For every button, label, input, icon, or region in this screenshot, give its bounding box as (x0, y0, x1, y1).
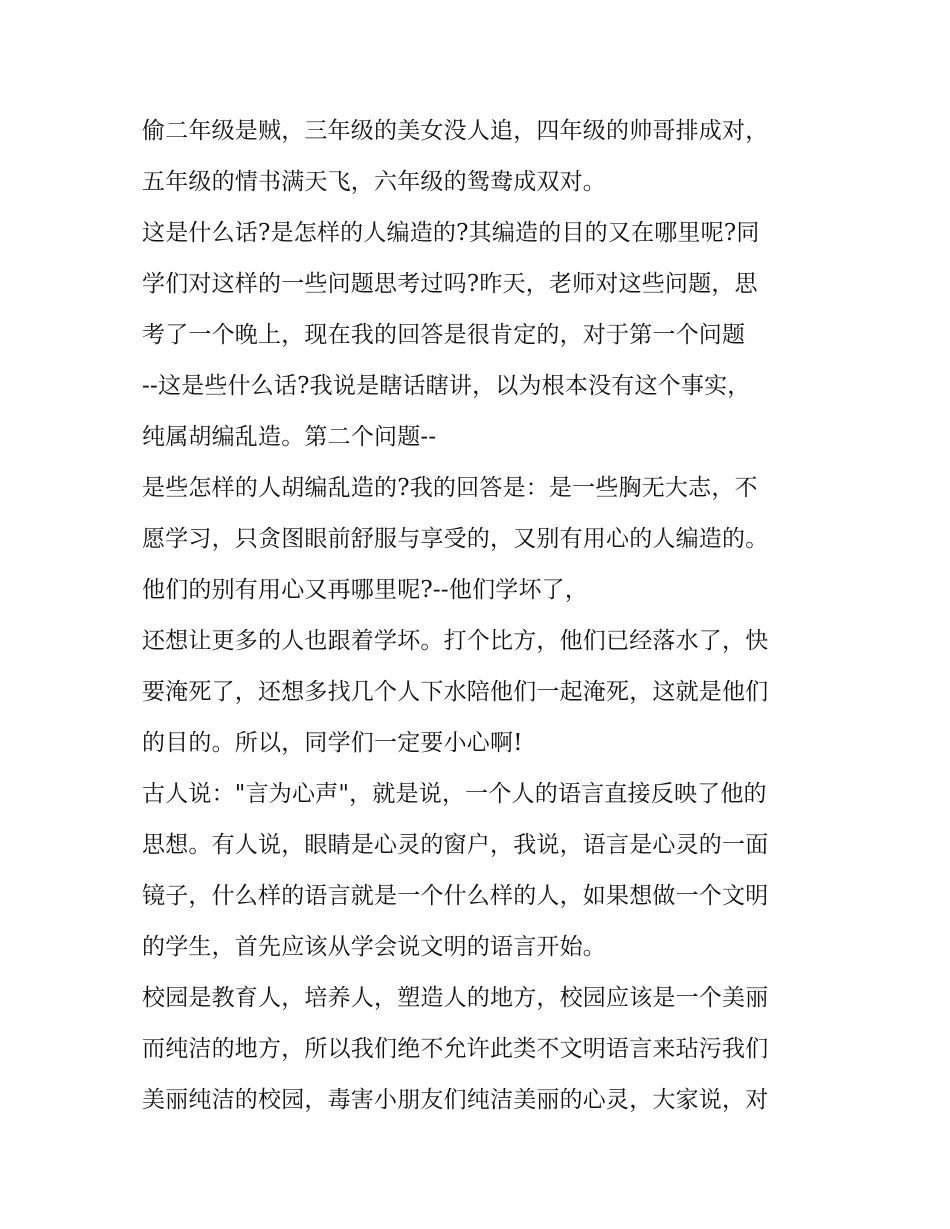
text-line: 古人说："言为心声"，就是说，一个人的语言直接反映了他的 (142, 781, 767, 807)
text-line: 校园是教育人，培养人，塑造人的地方，校园应该是一个美丽 (142, 985, 769, 1011)
text-line: 还想让更多的人也跟着学坏。打个比方，他们已经落水了，快 (142, 628, 769, 654)
text-line: 学们对这样的一些问题思考过吗?昨天，老师对这些问题，思 (142, 271, 758, 297)
text-line: 愿学习，只贪图眼前舒服与享受的，又别有用心的人编造的。 (142, 526, 769, 552)
text-line: 美丽纯洁的校园，毒害小朋友们纯洁美丽的心灵，大家说，对 (142, 1087, 769, 1113)
text-line: 的目的。所以，同学们一定要小心啊! (142, 730, 523, 756)
text-line: 纯属胡编乱造。第二个问题-- (142, 424, 437, 450)
text-line: 是些怎样的人胡编乱造的?我的回答是：是一些胸无大志，不 (142, 475, 758, 501)
text-line: 思想。有人说，眼睛是心灵的窗户，我说，语言是心灵的一面 (142, 832, 769, 858)
text-line: --这是些什么话?我说是瞎话瞎讲，以为根本没有这个事实， (142, 373, 751, 399)
text-line: 要淹死了，还想多找几个人下水陪他们一起淹死，这就是他们 (142, 679, 769, 705)
text-line: 而纯洁的地方，所以我们绝不允许此类不文明语言来玷污我们 (142, 1036, 769, 1062)
document-body (142, 106, 842, 1126)
text-line: 五年级的情书满天飞，六年级的鸳鸯成双对。 (142, 169, 606, 195)
text-line: 镜子，什么样的语言就是一个什么样的人，如果想做一个文明 (142, 883, 769, 909)
text-line: 偷二年级是贼，三年级的美女没人追，四年级的帅哥排成对， (142, 118, 769, 144)
text-line: 的学生，首先应该从学会说文明的语言开始。 (142, 934, 606, 960)
text-line: 这是什么话?是怎样的人编造的?其编造的目的又在哪里呢?同 (142, 220, 760, 246)
text-line: 考了一个晚上，现在我的回答是很肯定的，对于第一个问题 (142, 322, 746, 348)
text-line: 他们的别有用心又再哪里呢?--他们学坏了， (142, 577, 589, 603)
